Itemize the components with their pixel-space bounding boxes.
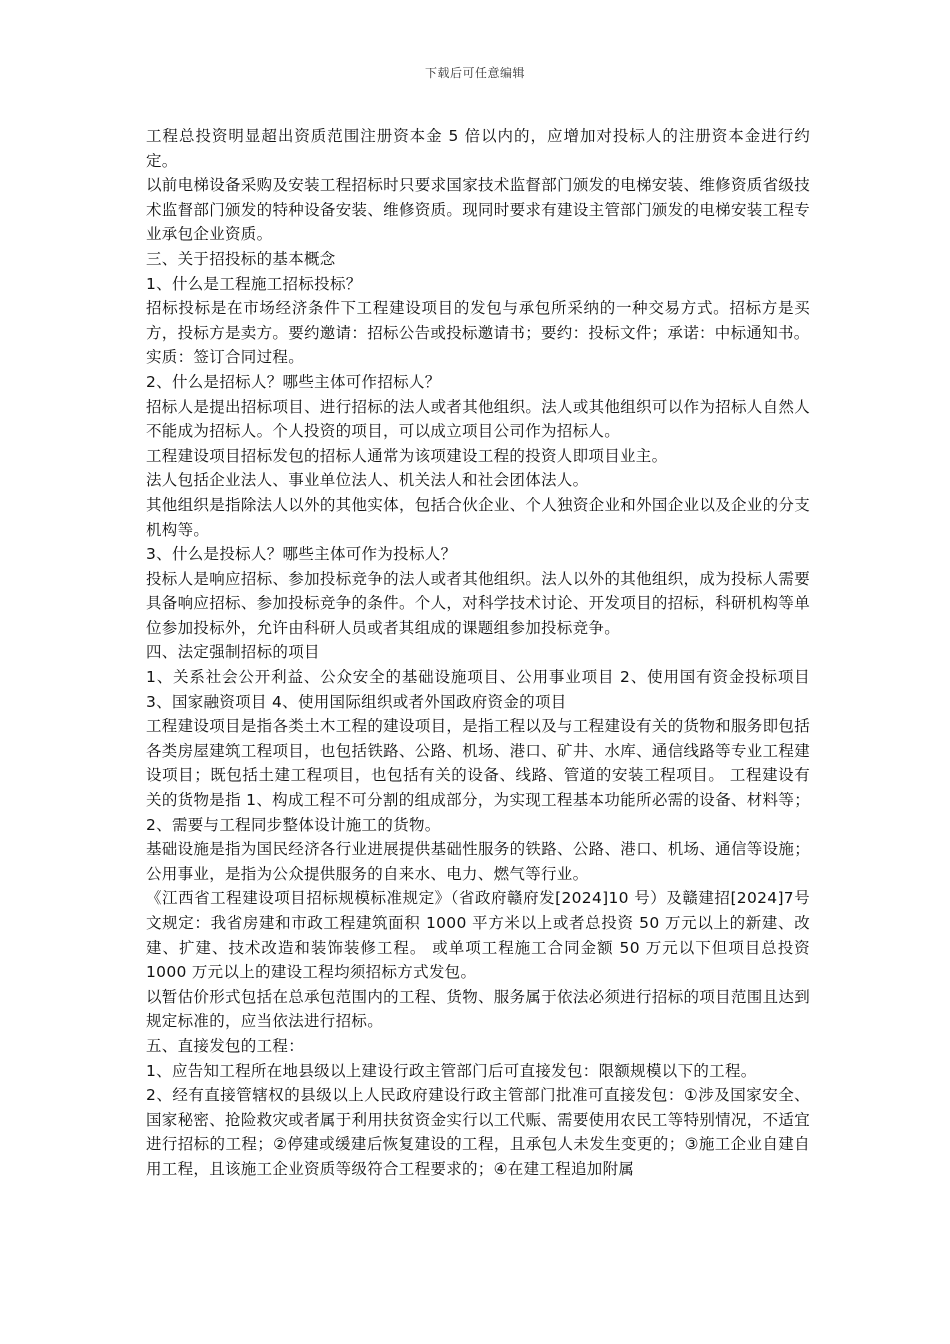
paragraph: 招标人是提出招标项目、进行招标的法人或者其他组织。法人或其他组织可以作为招标人自然人不能成为招标人。个人投资的项目，可以成立项目公司作为招标人。 xyxy=(146,397,810,441)
question-heading: 1、什么是工程施工招标投标？ xyxy=(146,274,362,293)
paragraph: 实质：签订合同过程。 xyxy=(146,348,305,367)
paragraph: 其他组织是指除法人以外的其他实体，包括合伙企业、个人独资企业和外国企业以及企业的分支机构等。 xyxy=(146,495,810,539)
paragraph: 招标投标是在市场经济条件下工程建设项目的发包与承包所采纳的一种交易方式。招标方是买方，投标方是卖方。要约邀请：招标公告或投标邀请书；要约：投标文件；承诺：中标通知书。 xyxy=(146,299,810,342)
paragraph: 1、应告知工程所在地县级以上建设行政主管部门后可直接发包：限额规模以下的工程。 xyxy=(146,1061,757,1080)
section-heading: 四、法定强制招标的项目 xyxy=(146,643,320,662)
question-heading: 3、什么是投标人？哪些主体可作为投标人？ xyxy=(146,545,457,564)
paragraph: 1、关系社会公开利益、公众安全的基础设施项目、公用事业项目 2、使用国有资金投标项目 3、国家融资项目 4、使用国际组织或者外国政府资金的项目 xyxy=(146,668,810,711)
paragraph: 基础设施是指为国民经济各行业进展提供基础性服务的铁路、公路、港口、机场、通信等设施；公用事业，是指为公众提供服务的自来水、电力、燃气等行业。 xyxy=(146,840,810,883)
paragraph: 法人包括企业法人、事业单位法人、机关法人和社会团体法人。 xyxy=(146,471,589,490)
section-heading: 三、关于招投标的基本概念 xyxy=(146,249,336,268)
paragraph: 《江西省工程建设项目招标规模标准规定》（省政府赣府发[2024]10 号）及赣建招[2024]7号文规定：我省房建和市政工程建筑面积 1000 平方米以上或者总投资 50 万元以上的新建、改建、扩建、技术改造和装饰装修工程。 或单项工程施工合同金额 50 万元以下但项目总投资 1000 万元以上的建设工程均须招标方式发包。 xyxy=(146,889,810,982)
page-header: 下载后可任意编辑 xyxy=(424,66,525,80)
paragraph: 工程总投资明显超出资质范围注册资本金 5 倍以内的，应增加对投标人的注册资本金进行约定。 xyxy=(146,127,810,170)
document-body xyxy=(146,124,810,1182)
paragraph: 以前电梯设备采购及安装工程招标时只要求国家技术监督部门颁发的电梯安装、维修资质省级技术监督部门颁发的特种设备安装、维修资质。现同时要求有建设主管部门颁发的电梯安装工程专业承包企业资质。 xyxy=(146,176,810,244)
question-heading: 2、什么是招标人？哪些主体可作招标人？ xyxy=(146,372,441,391)
paragraph: 工程建设项目招标发包的招标人通常为该项建设工程的投资人即项目业主。 xyxy=(146,446,668,465)
paragraph: 投标人是响应招标、参加投标竞争的法人或者其他组织。法人以外的其他组织，成为投标人需要具备响应招标、参加投标竞争的条件。个人，对科学技术讨论、开发项目的招标，科研机构等单位参加投标外，允许由科研人员或者其组成的课题组参加投标竞争。 xyxy=(146,569,810,637)
paragraph: 2、经有直接管辖权的县级以上人民政府建设行政主管部门批准可直接发包：①涉及国家安全、国家秘密、抢险救灾或者属于利用扶贫资金实行以工代赈、需要使用农民工等特别情况，不适宜进行招标的工程；②停建或缓建后恢复建设的工程，且承包人未发生变更的；③施工企业自建自用工程，且该施工企业资质等级符合工程要求的；④在建工程追加附属 xyxy=(146,1086,810,1178)
section-heading: 五、直接发包的工程： xyxy=(146,1036,305,1055)
paragraph: 工程建设项目是指各类土木工程的建设项目，是指工程以及与工程建设有关的货物和服务即包括各类房屋建筑工程项目，也包括铁路、公路、机场、港口、矿井、水库、通信线路等专业工程建设项目；既包括土建工程项目，也包括有关的设备、线路、管道的安装工程项目。 工程建设有关的货物是指 1、构成工程不可分割的组成部分，为实现工程基本功能所必需的设备、材料等；2、需要与工程同步整体设计施工的货物。 xyxy=(146,717,810,834)
paragraph: 以暂估价形式包括在总承包范围内的工程、货物、服务属于依法必须进行招标的项目范围且达到规定标准的，应当依法进行招标。 xyxy=(146,987,810,1031)
